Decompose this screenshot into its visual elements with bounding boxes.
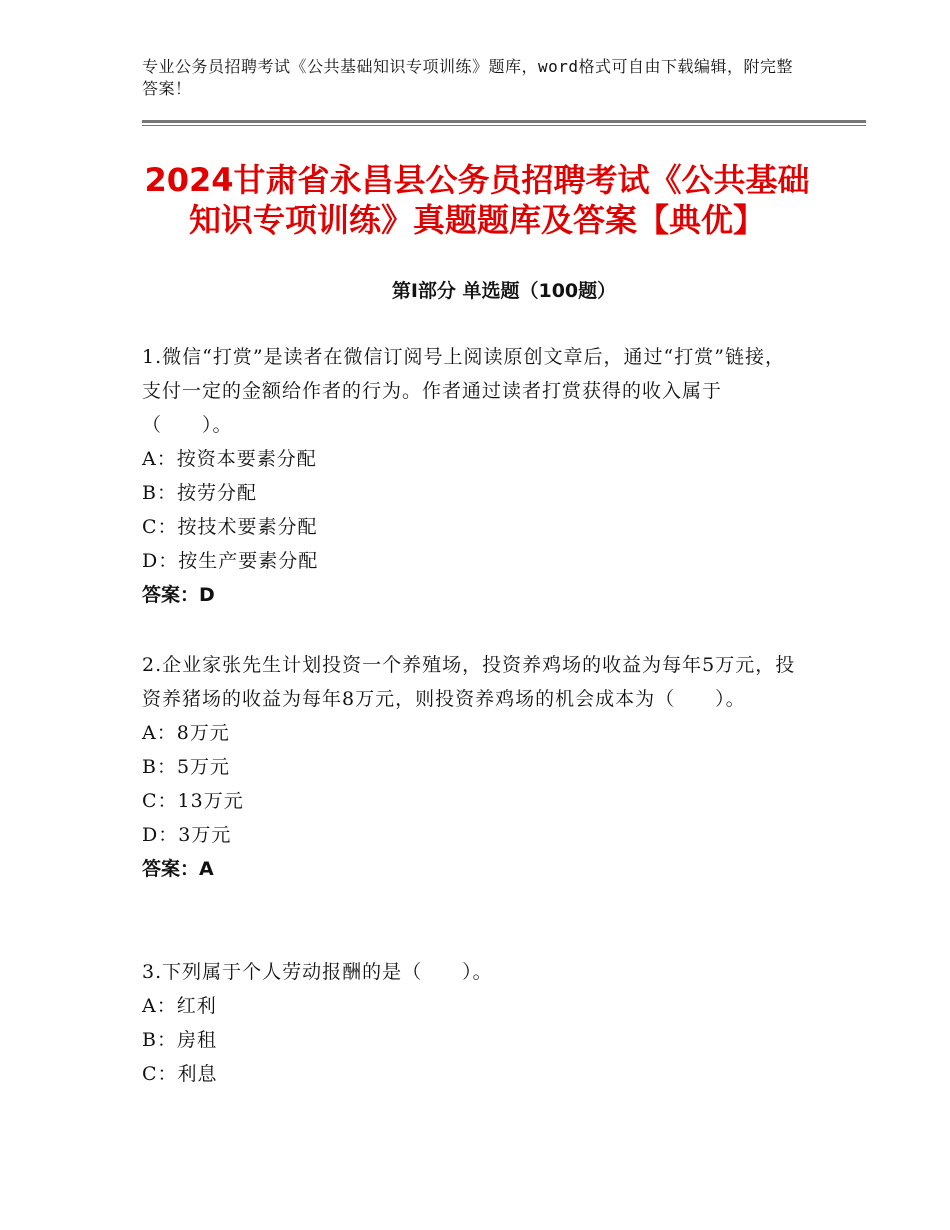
option-b: B：按劳分配	[142, 482, 257, 504]
option-c: C：13万元	[142, 790, 244, 812]
section-heading: 第Ⅰ部分 单选题（100题）	[391, 280, 617, 302]
question-stem: 1.微信“打赏”是读者在微信订阅号上阅读原创文章后，通过“打赏”链接，支付一定的金额给作者的行为。作者通过读者打赏获得的收入属于（ ）。	[142, 346, 785, 436]
header-rule-thick	[142, 120, 866, 123]
option-a: A：红利	[142, 995, 217, 1017]
option-c: C：按技术要素分配	[142, 516, 318, 538]
option-d: D：按生产要素分配	[142, 550, 319, 572]
answer: 答案：A	[142, 858, 214, 880]
header-rule-thin	[142, 125, 866, 126]
question-stem: 3.下列属于个人劳动报酬的是（ ）。	[142, 961, 493, 983]
answer: 答案：D	[142, 584, 215, 606]
question-3	[142, 955, 802, 1091]
option-b: B：房租	[142, 1029, 217, 1051]
option-c: C：利息	[142, 1063, 218, 1085]
option-a: A：8万元	[142, 722, 230, 744]
document-title: 2024甘肃省永昌县公务员招聘考试《公共基础知识专项训练》真题题库及答案【典优】	[144, 161, 810, 239]
question-stem: 2.企业家张先生计划投资一个养殖场，投资养鸡场的收益为每年5万元，投资养猪场的收益为每年8万元，则投资养鸡场的机会成本为（ ）。	[142, 654, 796, 710]
question-2	[142, 648, 802, 886]
option-b: B：5万元	[142, 756, 231, 778]
header-note: 专业公务员招聘考试《公共基础知识专项训练》题库，word格式可自由下载编辑，附完整答案！	[142, 57, 794, 98]
option-a: A：按资本要素分配	[142, 448, 317, 470]
option-d: D：3万元	[142, 824, 232, 846]
question-1	[142, 340, 802, 612]
